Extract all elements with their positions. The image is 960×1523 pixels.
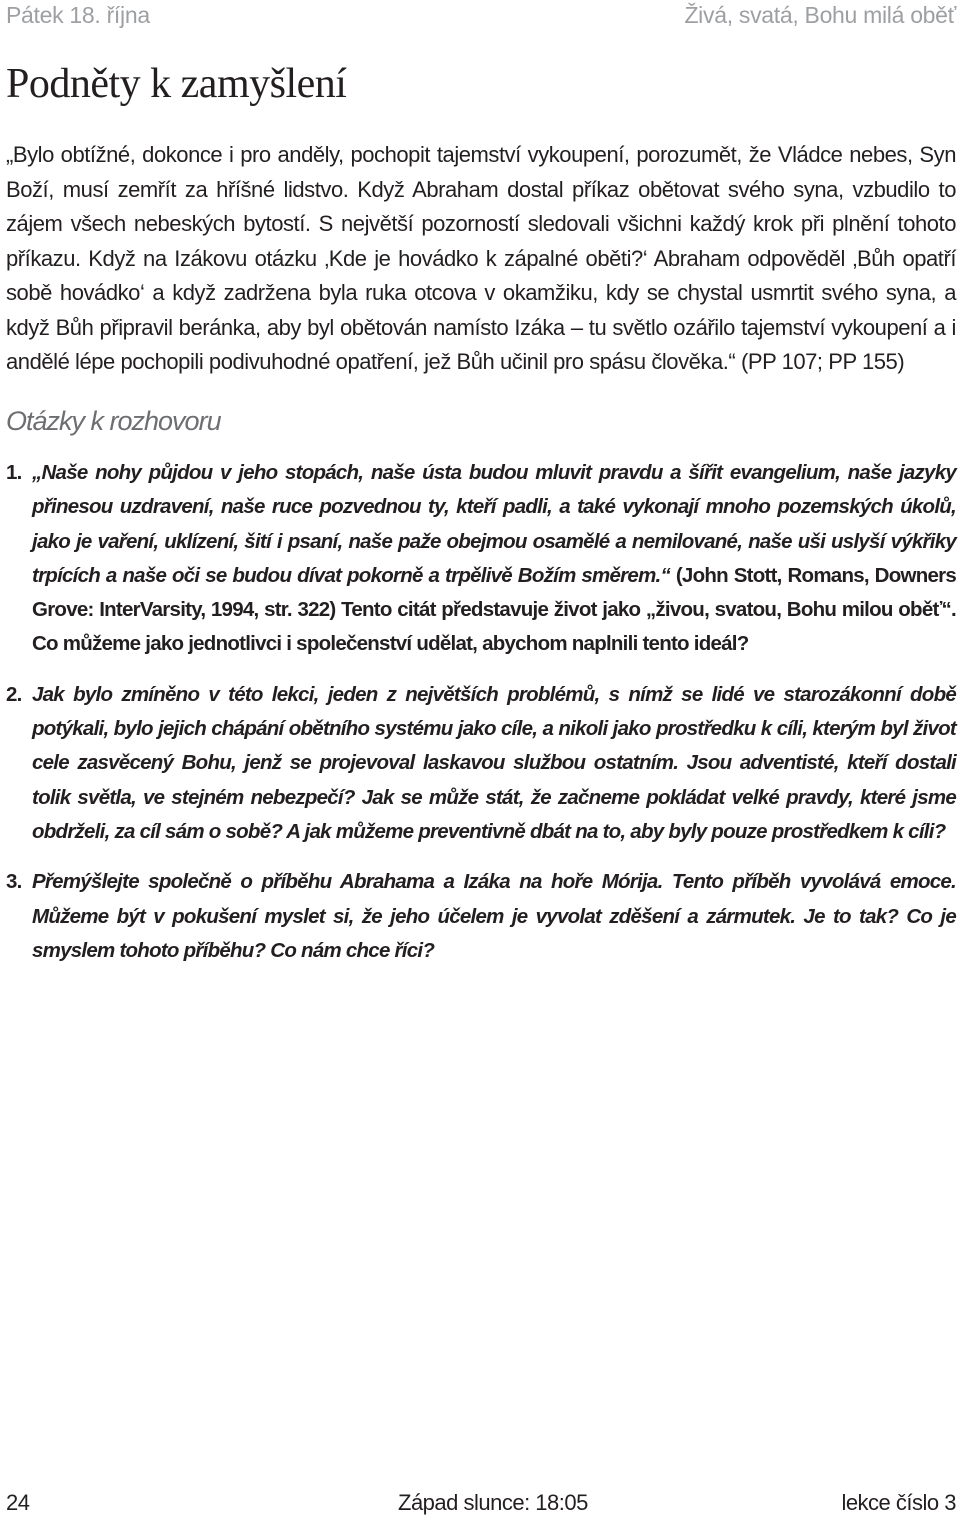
- footer-page-number: 24: [6, 1490, 30, 1515]
- question-text: Jak bylo zmíněno v této lekci, jeden z největších problémů, s nímž se lidé ve starozákonní době potýkali, bylo jejich chápání obětního systému jako cíle, a nikoli jako prostředku k cíli, kterým byl život cele zasvěcený Bohu, jenž se projevoval laskavou službou ostatním. Jsou adventisté, kteří dostali tolik světla, ve stejném nebezpečí? Jak se může stát, že začneme pokládat velké pravdy, které jsme obdrželi, za cíl sám o sobě? A jak můžeme preventivně dbát na to, aby byly pouze prostředkem k cíli?: [32, 682, 956, 843]
- question-quote: „Naše nohy půjdou v jeho stopách, naše ústa budou mluvit pravdu a šířit evangelium, naše jazyky přinesou uzdravení, naše ruce pozvednou ty, kteří padli, a také vykonají mnoho pozemských úkolů, jako je vaření, uklízení, šití i psaní, naše paže obejmou osamělé a nemilované, naše uši uslyší výkřiky trpících a naše oči se budou dívat pokorně a trpělivě Božím směrem.“: [32, 461, 956, 587]
- question-text: Přemýšlejte společně o příběhu Abrahama a Izáka na hoře Mórija. Tento příběh vyvolává emoce. Můžeme být v pokušení myslet si, že jeho účelem je vyvolat zděšení a zármutek. Je to tak? Co je smyslem tohoto příběhu? Co nám chce říci?: [32, 870, 956, 962]
- question-rest: Tento citát představuje život jako „živou, svatou, Bohu milou oběť“. Co můžeme jako jednotlivci i společenství udělat, abychom naplnili tento ideál?: [32, 598, 956, 656]
- footer-sunset-time: Západ slunce: 18:05: [398, 1490, 588, 1515]
- question-number: 2.: [6, 682, 22, 706]
- question-item: [6, 456, 956, 662]
- page-title: Podněty k zamyšlení: [6, 61, 347, 107]
- question-number: 3.: [6, 870, 22, 894]
- header-series-title: Živá, svatá, Bohu milá oběť: [684, 2, 956, 28]
- intro-reference: (PP 107; PP 155): [740, 349, 905, 374]
- question-item: [6, 865, 956, 968]
- intro-quote: „Bylo obtížné, dokonce i pro anděly, pochopit tajemství vykoupení, porozumět, že Vládce nebes, Syn Boží, musí zemřít za hříšné lidstvo. Když Abraham dostal příkaz obětovat svého syna, vzbudilo to zájem všech nebeských bytostí. S největší pozorností sledovali všichni každý krok při plnění tohoto příkazu. Když na Izákovu otázku ‚Kde je hovádko k zápalné oběti?‘ Abraham odpověděl ‚Bůh opatří sobě hovádko‘ a když zadržena byla ruka otcova v okamžiku, kdy se chystal usmrtit svého syna, a když Bůh připravil beránka, aby byl obětován namísto Izáka – tu světlo ozářilo tajemství vykoupení a i andělé lépe pochopili podivuhodné opatření, jež Bůh učinil pro spásu člověka.“: [6, 142, 956, 374]
- discussion-questions: [6, 456, 956, 984]
- header-day: Pátek 18. října: [6, 2, 150, 28]
- footer-lesson-number: lekce číslo 3: [841, 1490, 956, 1515]
- discussion-heading: Otázky k rozhovoru: [6, 406, 221, 436]
- question-citation: (John Stott, Romans, Downers Grove: InterVarsity, 1994, str. 322): [32, 563, 956, 622]
- question-text: [32, 456, 956, 662]
- question-item: [6, 678, 956, 849]
- question-number: 1.: [6, 461, 22, 484]
- page-header: [6, 2, 956, 29]
- intro-paragraph: [6, 138, 956, 380]
- page-footer: [6, 1490, 956, 1522]
